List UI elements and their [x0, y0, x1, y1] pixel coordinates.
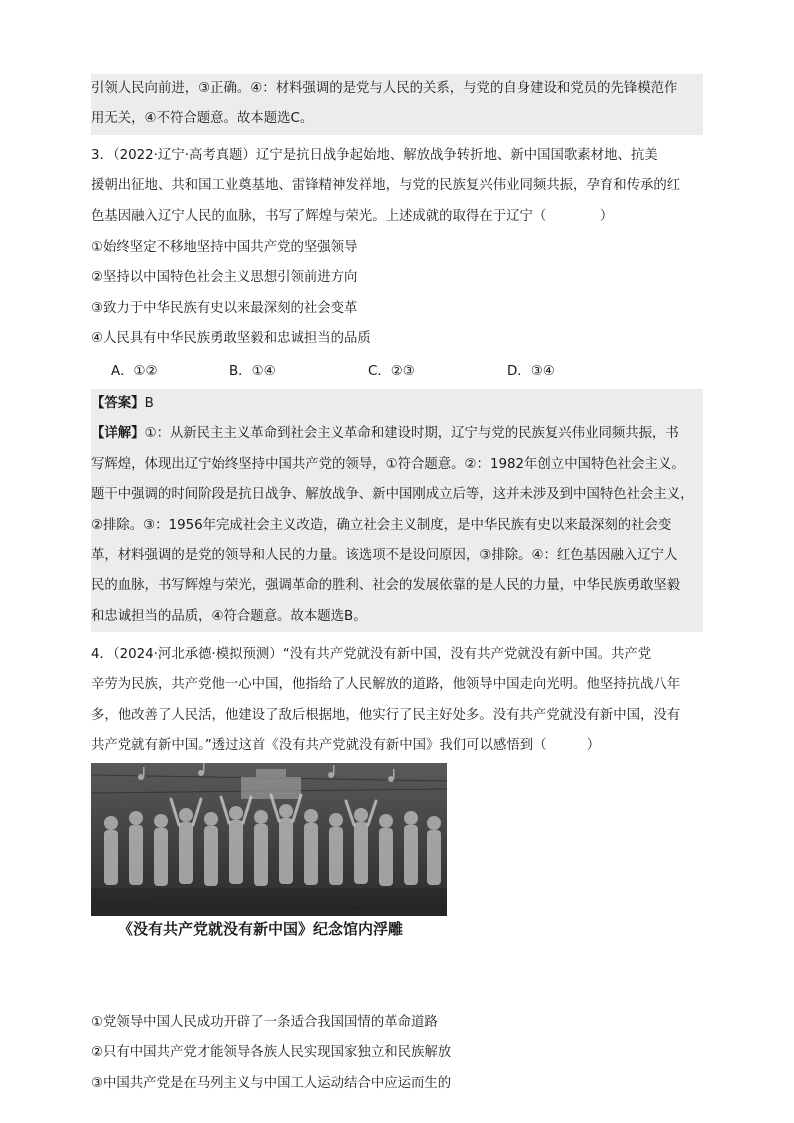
statement-item: ②只有中国共产党才能领导各族人民实现国家独立和民族解放 [91, 1045, 452, 1061]
text-line: 民的血脉，书写辉煌与荣光，强调革命的胜利、社会的发展依靠的是人民的力量，中华民族勇敢坚毅 [91, 578, 681, 594]
q4-statements [91, 1008, 703, 1099]
relief-sculpture-image [91, 763, 447, 916]
text-line: 共产党就有新中国。”透过这首《没有共产党就没有新中国》我们可以感悟到（ ） [91, 738, 601, 754]
text-line: 色基因融入辽宁人民的血脉，书写了辉煌与荣光。上述成就的取得在于辽宁（ ） [91, 208, 614, 224]
text-line: 援朝出征地、共和国工业奠基地、雷锋精神发祥地，与党的民族复兴伟业同频共振，孕育和传承的红 [91, 178, 681, 194]
text-line [91, 419, 703, 449]
option-a: A．①② [111, 364, 158, 379]
q3-options [91, 357, 703, 387]
text-line: 多，他改善了人民活，他建设了敌后根据地，他实行了民主好处多。没有共产党就没有新中国，没有 [91, 707, 681, 723]
option-c: C．②③ [368, 364, 415, 379]
text-line: 引领人民向前进，③正确。④：材料强调的是党与人民的关系，与党的自身建设和党员的先锋模范作 [91, 81, 678, 96]
explain-text: ①：从新民主主义革命到社会主义革命和建设时期，辽宁与党的民族复兴伟业同频共振，书 [144, 426, 679, 442]
text-line: 用无关，④不符合题意。故本题选C。 [91, 111, 314, 127]
text-line: 写辉煌，体现出辽宁始终坚持中国共产党的领导，①符合题意。②：1982年创立中国特色社会主义。 [91, 456, 685, 472]
text-line: 和忠诚担当的品质，④符合题意。故本题选B。 [91, 608, 367, 624]
q3-stem [91, 141, 703, 232]
text-line: 4．（2024·河北承德·模拟预测）“没有共产党就没有新中国，没有共产党就没有新中国。共产党 [91, 647, 652, 662]
text-line: 辛劳为民族，共产党他一心中国，他指给了人民解放的道路，他领导中国走向光明。他坚持抗战八年 [91, 677, 681, 693]
statement-item: ③中国共产党是在马列主义与中国工人运动结合中应运而生的 [91, 1075, 452, 1091]
option-b: B．①④ [229, 364, 276, 379]
q4-stem [91, 640, 703, 762]
statement-item: ①党领导中国人民成功开辟了一条适合我国国情的革命道路 [91, 1015, 438, 1030]
explain-label: 【详解】 [91, 426, 145, 442]
text-line: 题干中强调的时间阶段是抗日战争、解放战争、新中国刚成立后等，这并未涉及到中国特色社会主义， [91, 487, 694, 503]
statement-item: ①始终坚定不移地坚持中国共产党的坚强领导 [91, 240, 358, 255]
image-caption: 《没有共产党就没有新中国》纪念馆内浮雕 [118, 920, 404, 938]
text-line: 革，材料强调的是党的领导和人民的力量。该选项不是设问原因，③排除。④：红色基因融入辽宁人 [91, 547, 678, 563]
statement-item: ④人民具有中华民族勇敢坚毅和忠诚担当的品质 [91, 331, 371, 347]
statement-item: ③致力于中华民族有史以来最深刻的社会变革 [91, 300, 358, 316]
text-line: ②排除。③：1956年完成社会主义改造，确立社会主义制度，是中华民族有史以来最深刻的社会变 [91, 517, 672, 533]
q2-explanation-tail [91, 74, 703, 135]
answer-value: B [144, 396, 154, 411]
q3-answer-section [91, 389, 703, 632]
option-d: D．③④ [507, 364, 555, 379]
statement-item: ②坚持以中国特色社会主义思想引领前进方向 [91, 270, 358, 286]
relief-illustration [91, 763, 447, 916]
answer-line [91, 389, 703, 419]
text-line: 3．（2022·辽宁·高考真题）辽宁是抗日战争起始地、解放战争转折地、新中国国歌素材地、抗美 [91, 148, 658, 163]
answer-label: 【答案】 [91, 396, 145, 411]
q3-statements [91, 233, 703, 355]
